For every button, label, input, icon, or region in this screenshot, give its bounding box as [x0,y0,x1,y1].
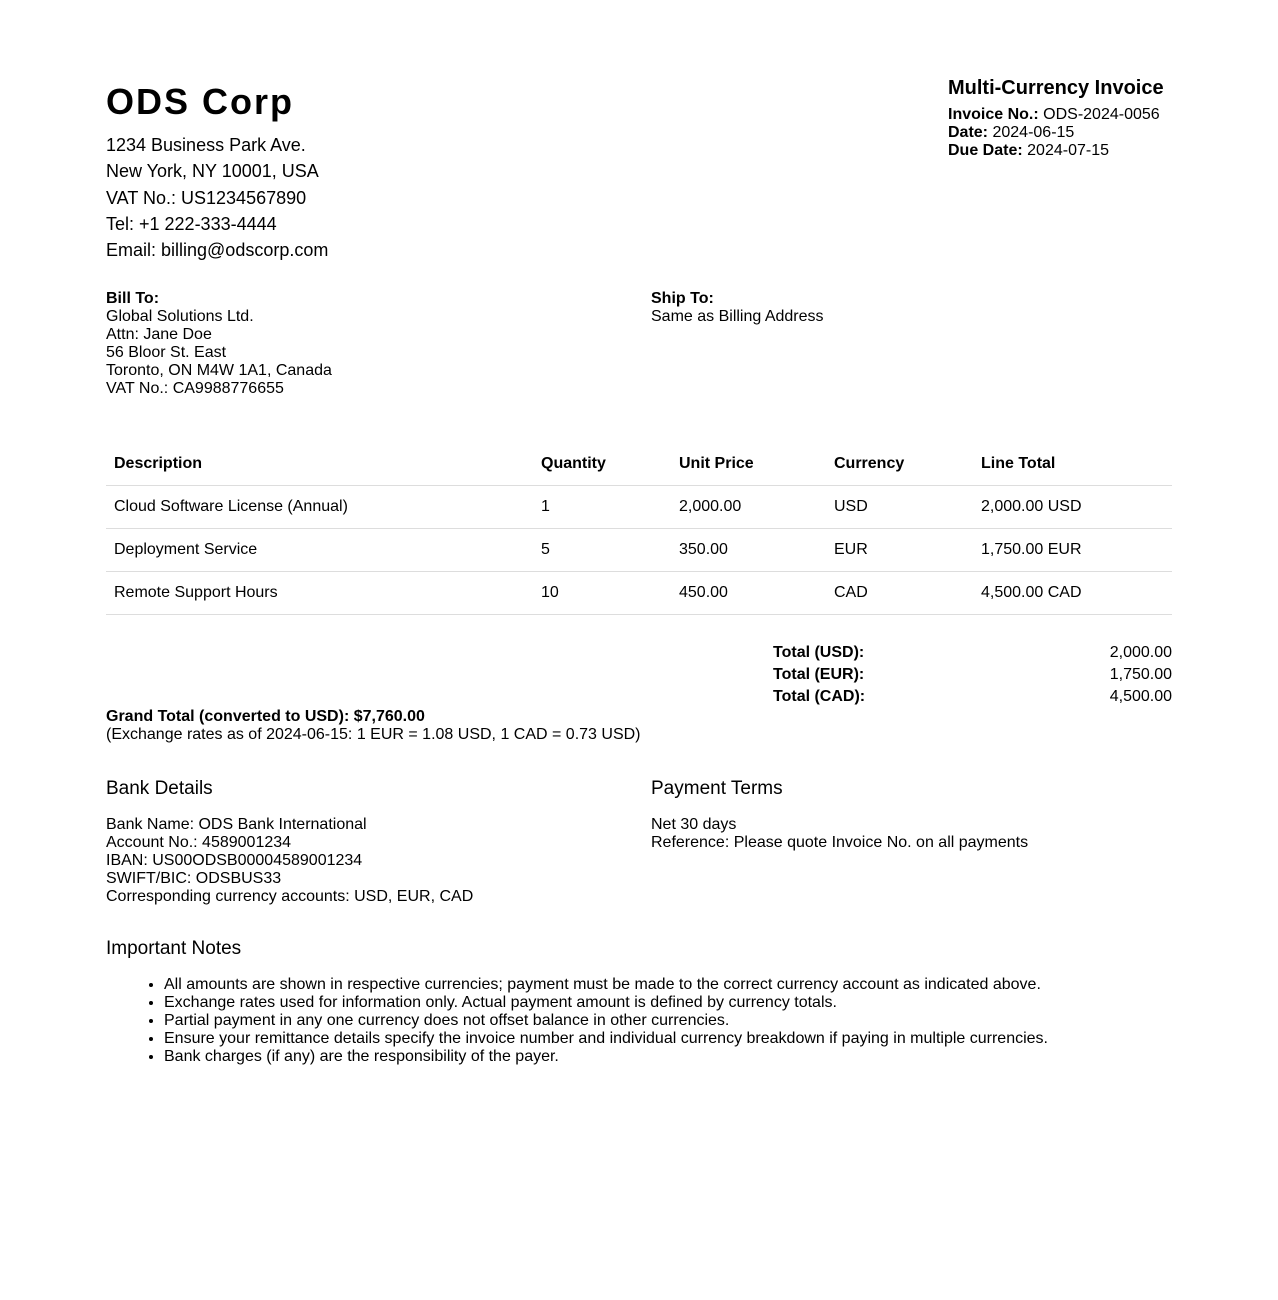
invoice-meta [948,76,1172,160]
cell-description: Cloud Software License (Annual) [106,486,533,529]
bill-to-label: Bill To: [106,290,160,307]
invoice-number-label: Invoice No.: [948,106,1039,123]
payment-terms-line: Reference: Please quote Invoice No. on all payments [651,834,1029,851]
list-item: • Exchange rates used for information only. Actual payment amount is defined by currency totals. [164,994,1172,1012]
cell-currency: CAD [826,572,973,615]
bank-detail-line: Account No.: 4589001234 [106,834,292,851]
bank-detail-line: Bank Name: ODS Bank International [106,816,367,833]
bank-detail-line: IBAN: US00ODSB00004589001234 [106,852,363,869]
cell-line-total: 1,750.00 EUR [973,529,1172,572]
total-row-cad [773,686,1172,708]
invoice-date-label: Date: [948,124,989,141]
total-value: 1,750.00 [1109,666,1172,683]
company-vat: VAT No.: US1234567890 [106,187,307,208]
invoice-number-line [948,106,1172,124]
cell-line-total: 4,500.00 CAD [973,572,1172,615]
header-unit-price: Unit Price [671,442,826,486]
bank-detail-line: Corresponding currency accounts: USD, EUR, CAD [106,888,474,905]
invoice-due-date: 2024-07-15 [1027,142,1109,159]
currency-totals [773,642,1172,708]
cell-currency: EUR [826,529,973,572]
table-header-row [106,442,1172,486]
cell-unit-price: 2,000.00 [671,486,826,529]
company-name: ODS Corp [106,81,295,122]
company-block [106,82,328,263]
bill-to-line: Attn: Jane Doe [106,326,212,343]
grand-total-block [106,708,1172,744]
bill-to-block [106,290,651,442]
total-label: Total (CAD): [773,688,866,705]
invoice-header [106,0,1172,290]
bill-to-line: VAT No.: CA9988776655 [106,380,284,397]
ship-to-block [651,290,1172,442]
company-tel: Tel: +1 222-333-4444 [106,213,277,234]
invoice-number: ODS-2024-0056 [1043,106,1160,123]
invoice-page [106,0,1172,1066]
invoice-date-line [948,124,1172,142]
grand-total: Grand Total (converted to USD): $7,760.00 [106,708,425,725]
table-row [106,529,1172,572]
invoice-title: Multi-Currency Invoice [948,77,1164,99]
cell-quantity: 10 [533,572,671,615]
cell-description: Remote Support Hours [106,572,533,615]
cell-quantity: 5 [533,529,671,572]
company-address-line1: 1234 Business Park Ave. [106,135,306,155]
header-quantity: Quantity [533,442,671,486]
total-label: Total (EUR): [773,666,865,683]
table-row [106,572,1172,615]
list-item: • Ensure your remittance details specify the invoice number and individual currency breakdown if paying in multiple currencies. [164,1030,1172,1048]
invoice-date: 2024-06-15 [992,124,1075,141]
cell-description: Deployment Service [106,529,533,572]
bill-to-line: 56 Bloor St. East [106,344,227,361]
ship-to-line: Same as Billing Address [651,308,824,325]
cell-unit-price: 450.00 [671,572,826,615]
info-blocks [106,778,1172,906]
company-email: Email: billing@odscorp.com [106,240,329,261]
invoice-due-label: Due Date: [948,142,1023,159]
header-line-total: Line Total [973,442,1172,486]
total-row-usd [773,642,1172,664]
table-row [106,486,1172,529]
cell-line-total: 2,000.00 USD [973,486,1172,529]
important-notes-title: Important Notes [106,938,242,959]
bank-detail-line: SWIFT/BIC: ODSBUS33 [106,870,282,887]
addresses [106,290,1172,442]
bank-details-title: Bank Details [106,778,213,799]
line-items-table [106,442,1172,615]
bill-to-line: Global Solutions Ltd. [106,308,254,325]
total-row-eur [773,664,1172,686]
total-value: 4,500.00 [1109,688,1172,705]
invoice-due-line [948,142,1172,160]
payment-terms-title: Payment Terms [651,778,783,799]
list-item: • Partial payment in any one currency does not offset balance in other currencies. [164,1012,1172,1030]
bank-details-block [106,778,651,906]
header-currency: Currency [826,442,973,486]
cell-currency: USD [826,486,973,529]
header-description: Description [106,442,533,486]
company-address-line2: New York, NY 10001, USA [106,161,319,182]
cell-unit-price: 350.00 [671,529,826,572]
payment-terms-block [651,778,1172,906]
cell-quantity: 1 [533,486,671,529]
payment-terms-line: Net 30 days [651,816,737,833]
total-label: Total (USD): [773,644,865,661]
ship-to-label: Ship To: [651,290,714,307]
exchange-rates-note: (Exchange rates as of 2024-06-15: 1 EUR = 1.08 USD, 1 CAD = 0.73 USD) [106,726,641,743]
list-item: • Bank charges (if any) are the responsibility of the payer. [164,1048,1172,1066]
list-item: • All amounts are shown in respective currencies; payment must be made to the correct currency account as indicated above. [164,976,1172,994]
bill-to-line: Toronto, ON M4W 1A1, Canada [106,362,332,379]
notes-list [106,976,1172,1066]
total-value: 2,000.00 [1109,644,1172,661]
important-notes-block [106,938,1172,1066]
